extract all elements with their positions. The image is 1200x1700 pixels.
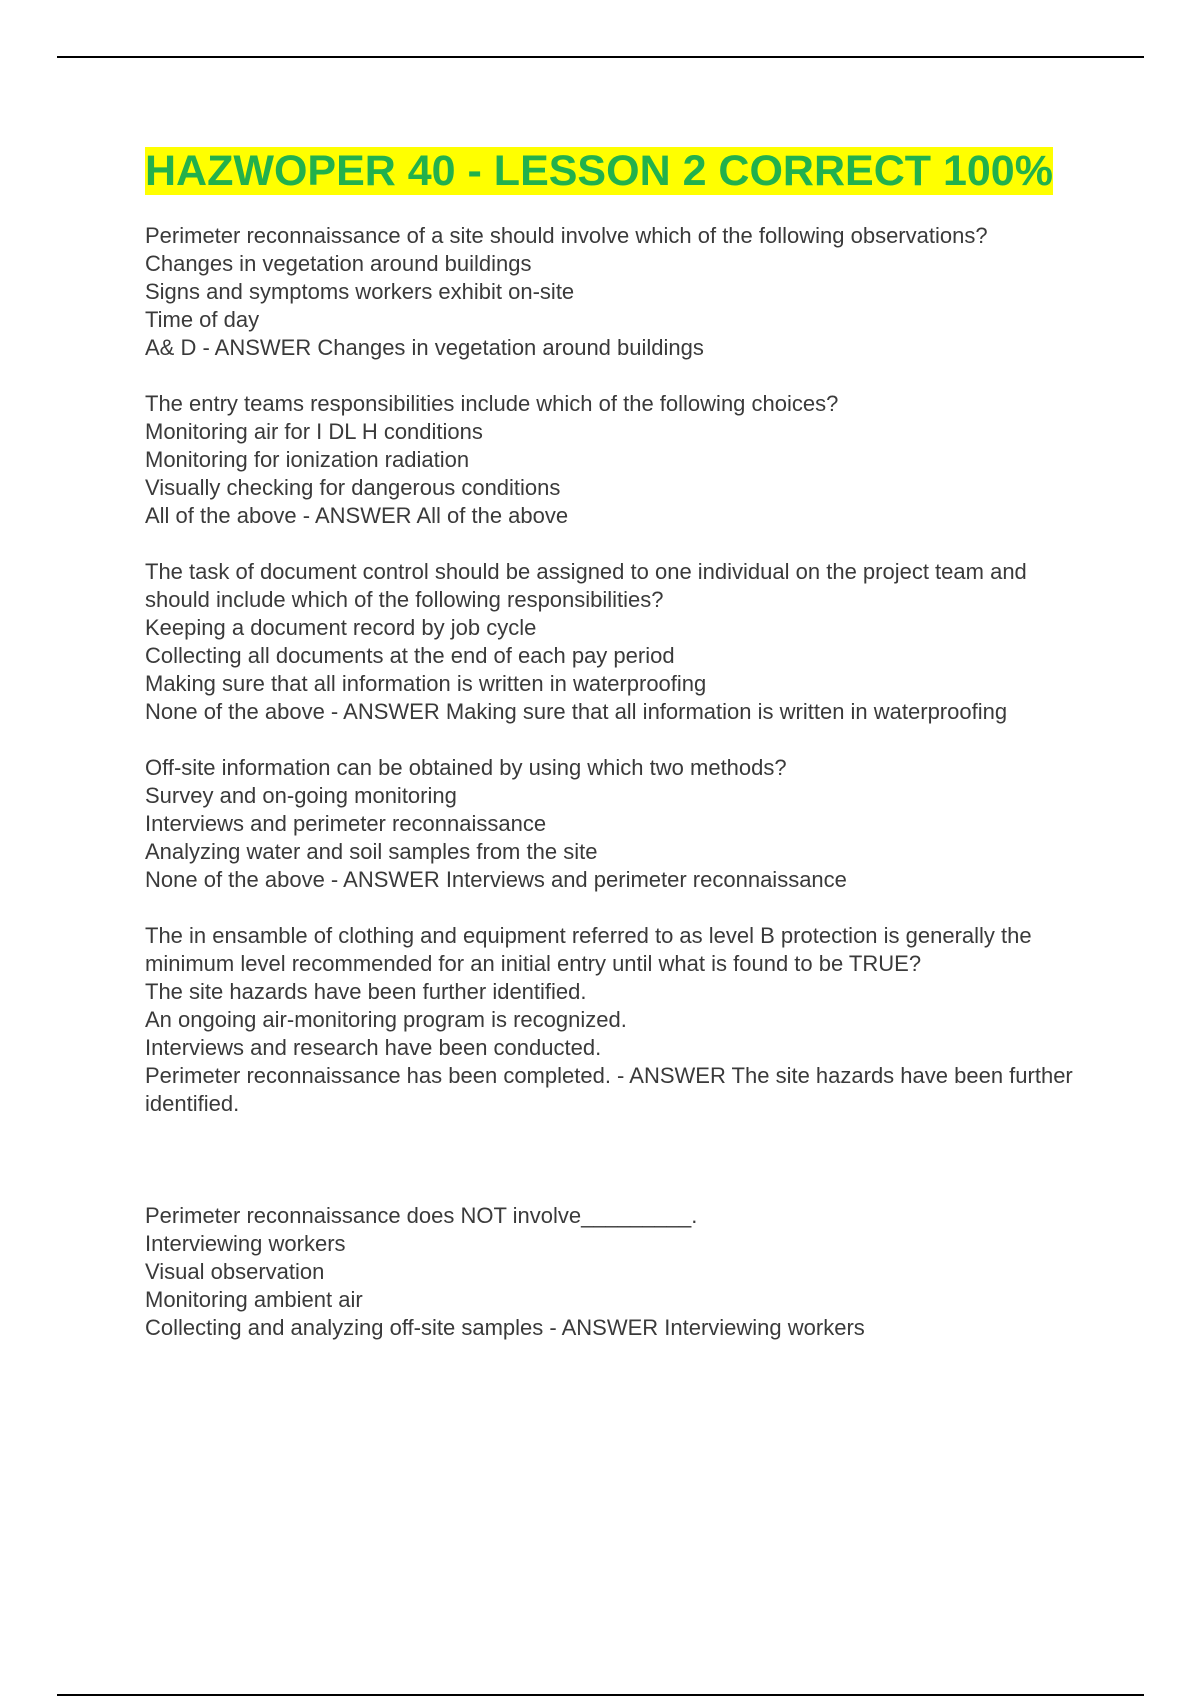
question-block-5 xyxy=(145,922,1090,1118)
question-text: Perimeter reconnaissance does NOT involve_________. xyxy=(145,1203,698,1228)
answer-line: A& D - ANSWER Changes in vegetation around buildings xyxy=(145,335,704,360)
document-title xyxy=(145,142,1090,200)
answer-line: Perimeter reconnaissance has been completed. - ANSWER The site hazards have been further identified. xyxy=(145,1063,1073,1116)
question-text: Off-site information can be obtained by using which two methods? xyxy=(145,755,787,780)
top-rule xyxy=(57,56,1144,58)
answer-line: None of the above - ANSWER Making sure that all information is written in waterproofing xyxy=(145,699,1008,724)
answer-option: Keeping a document record by job cycle xyxy=(145,615,537,640)
answer-option: Analyzing water and soil samples from the site xyxy=(145,839,598,864)
answer-option: Changes in vegetation around buildings xyxy=(145,251,532,276)
answer-line: Collecting and analyzing off-site samples - ANSWER Interviewing workers xyxy=(145,1315,865,1340)
answer-option: Survey and on-going monitoring xyxy=(145,783,457,808)
bottom-rule xyxy=(57,1694,1144,1696)
answer-option: Signs and symptoms workers exhibit on-site xyxy=(145,279,575,304)
document-body xyxy=(145,142,1090,1370)
answer-option: Making sure that all information is written in waterproofing xyxy=(145,671,707,696)
answer-option: Collecting all documents at the end of each pay period xyxy=(145,643,675,668)
answer-option: The site hazards have been further identified. xyxy=(145,979,587,1004)
answer-option: Visual observation xyxy=(145,1259,325,1284)
question-text: The entry teams responsibilities include which of the following choices? xyxy=(145,391,839,416)
question-text: The in ensamble of clothing and equipment referred to as level B protection is generally the minimum level recommended for an initial entry until what is found to be TRUE? xyxy=(145,923,1032,976)
question-text: The task of document control should be assigned to one individual on the project team and should include which of the following responsibilities? xyxy=(145,559,1027,612)
title-highlight: HAZWOPER 40 - LESSON 2 CORRECT 100% xyxy=(145,147,1053,195)
question-block-6 xyxy=(145,1202,1090,1342)
question-block-4 xyxy=(145,754,1090,894)
answer-option: Time of day xyxy=(145,307,260,332)
answer-option: Monitoring air for I DL H conditions xyxy=(145,419,483,444)
question-text: Perimeter reconnaissance of a site should involve which of the following observations? xyxy=(145,223,988,248)
answer-option: Monitoring ambient air xyxy=(145,1287,363,1312)
question-block-3 xyxy=(145,558,1090,726)
answer-line: All of the above - ANSWER All of the above xyxy=(145,503,569,528)
answer-option: Visually checking for dangerous conditions xyxy=(145,475,561,500)
answer-option: Interviews and perimeter reconnaissance xyxy=(145,811,547,836)
answer-line: None of the above - ANSWER Interviews and perimeter reconnaissance xyxy=(145,867,847,892)
question-block-2 xyxy=(145,390,1090,530)
answer-option: An ongoing air-monitoring program is recognized. xyxy=(145,1007,627,1032)
answer-option: Monitoring for ionization radiation xyxy=(145,447,470,472)
question-block-1 xyxy=(145,222,1090,362)
answer-option: Interviews and research have been conducted. xyxy=(145,1035,602,1060)
answer-option: Interviewing workers xyxy=(145,1231,346,1256)
